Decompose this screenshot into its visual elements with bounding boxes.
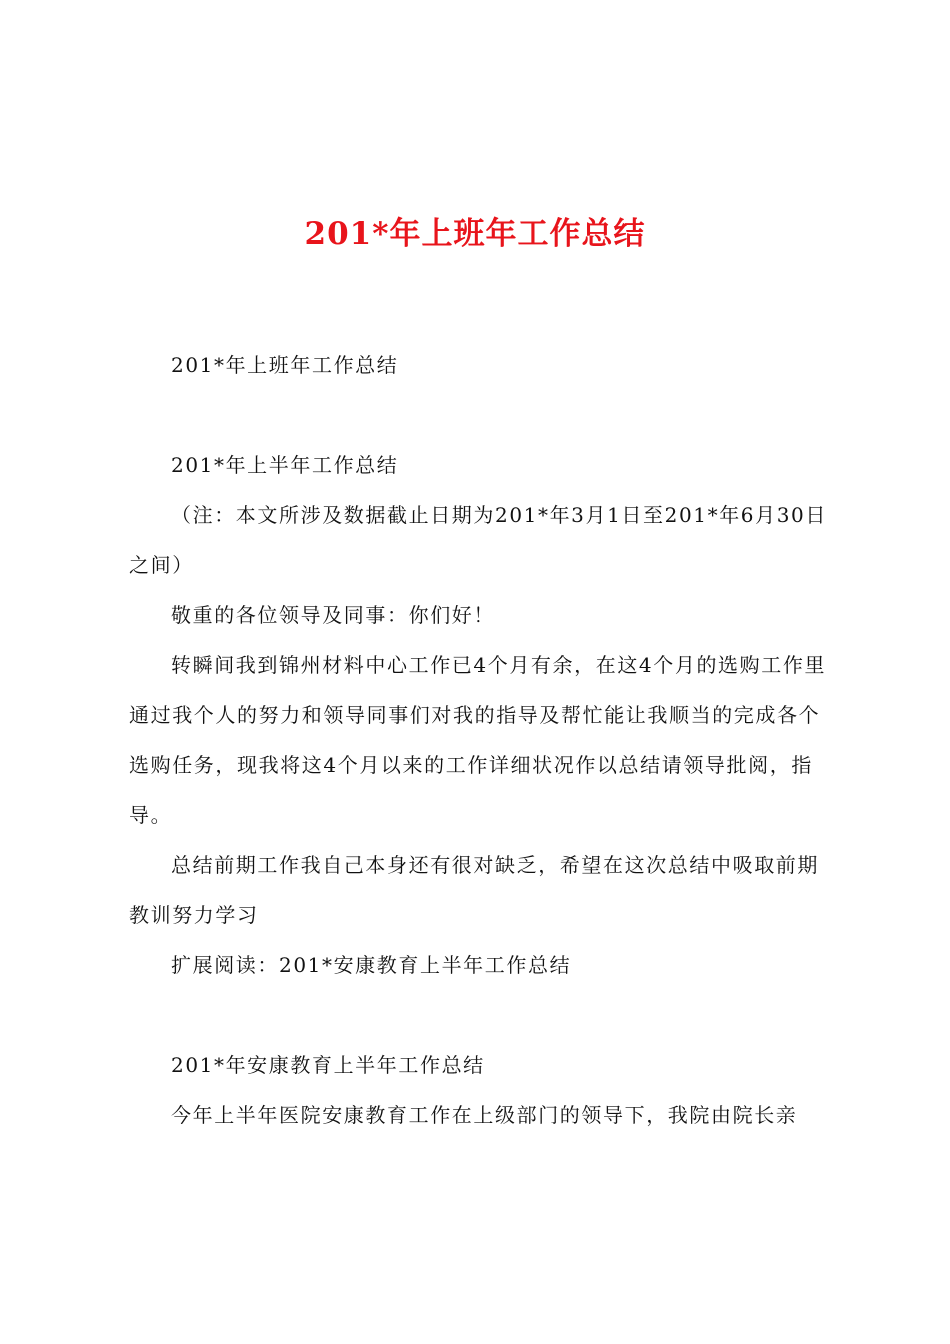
paragraph-extended-reading: 扩展阅读：201*安康教育上半年工作总结 <box>171 953 572 977</box>
paragraph-greeting: 敬重的各位领导及同事：你们好！ <box>171 603 495 627</box>
paragraph-body-2: 总结前期工作我自己本身还有很对缺乏，希望在这次总结中吸取前期教训努力学习 <box>129 853 819 927</box>
paragraph-body-3: 今年上半年医院安康教育工作在上级部门的领导下，我院由院长亲 <box>171 1103 798 1127</box>
paragraph-heading-3: 201*年安康教育上半年工作总结 <box>171 1053 485 1077</box>
paragraph-body-1: 转瞬间我到锦州材料中心工作已4个月有余，在这4个月的选购工作里通过我个人的努力和领导同事们对我的指导及帮忙能让我顺当的完成各个选购任务，现我将这4个月以来的工作详细状况作以总结请领导批阅，指导。 <box>129 653 827 827</box>
paragraph-heading-2: 201*年上半年工作总结 <box>171 453 399 477</box>
paragraph-heading-1: 201*年上班年工作总结 <box>171 353 399 377</box>
document-title: 201*年上班年工作总结 <box>304 216 646 252</box>
paragraph-note: （注：本文所涉及数据截止日期为201*年3月1日至201*年6月30日之间） <box>129 503 827 577</box>
